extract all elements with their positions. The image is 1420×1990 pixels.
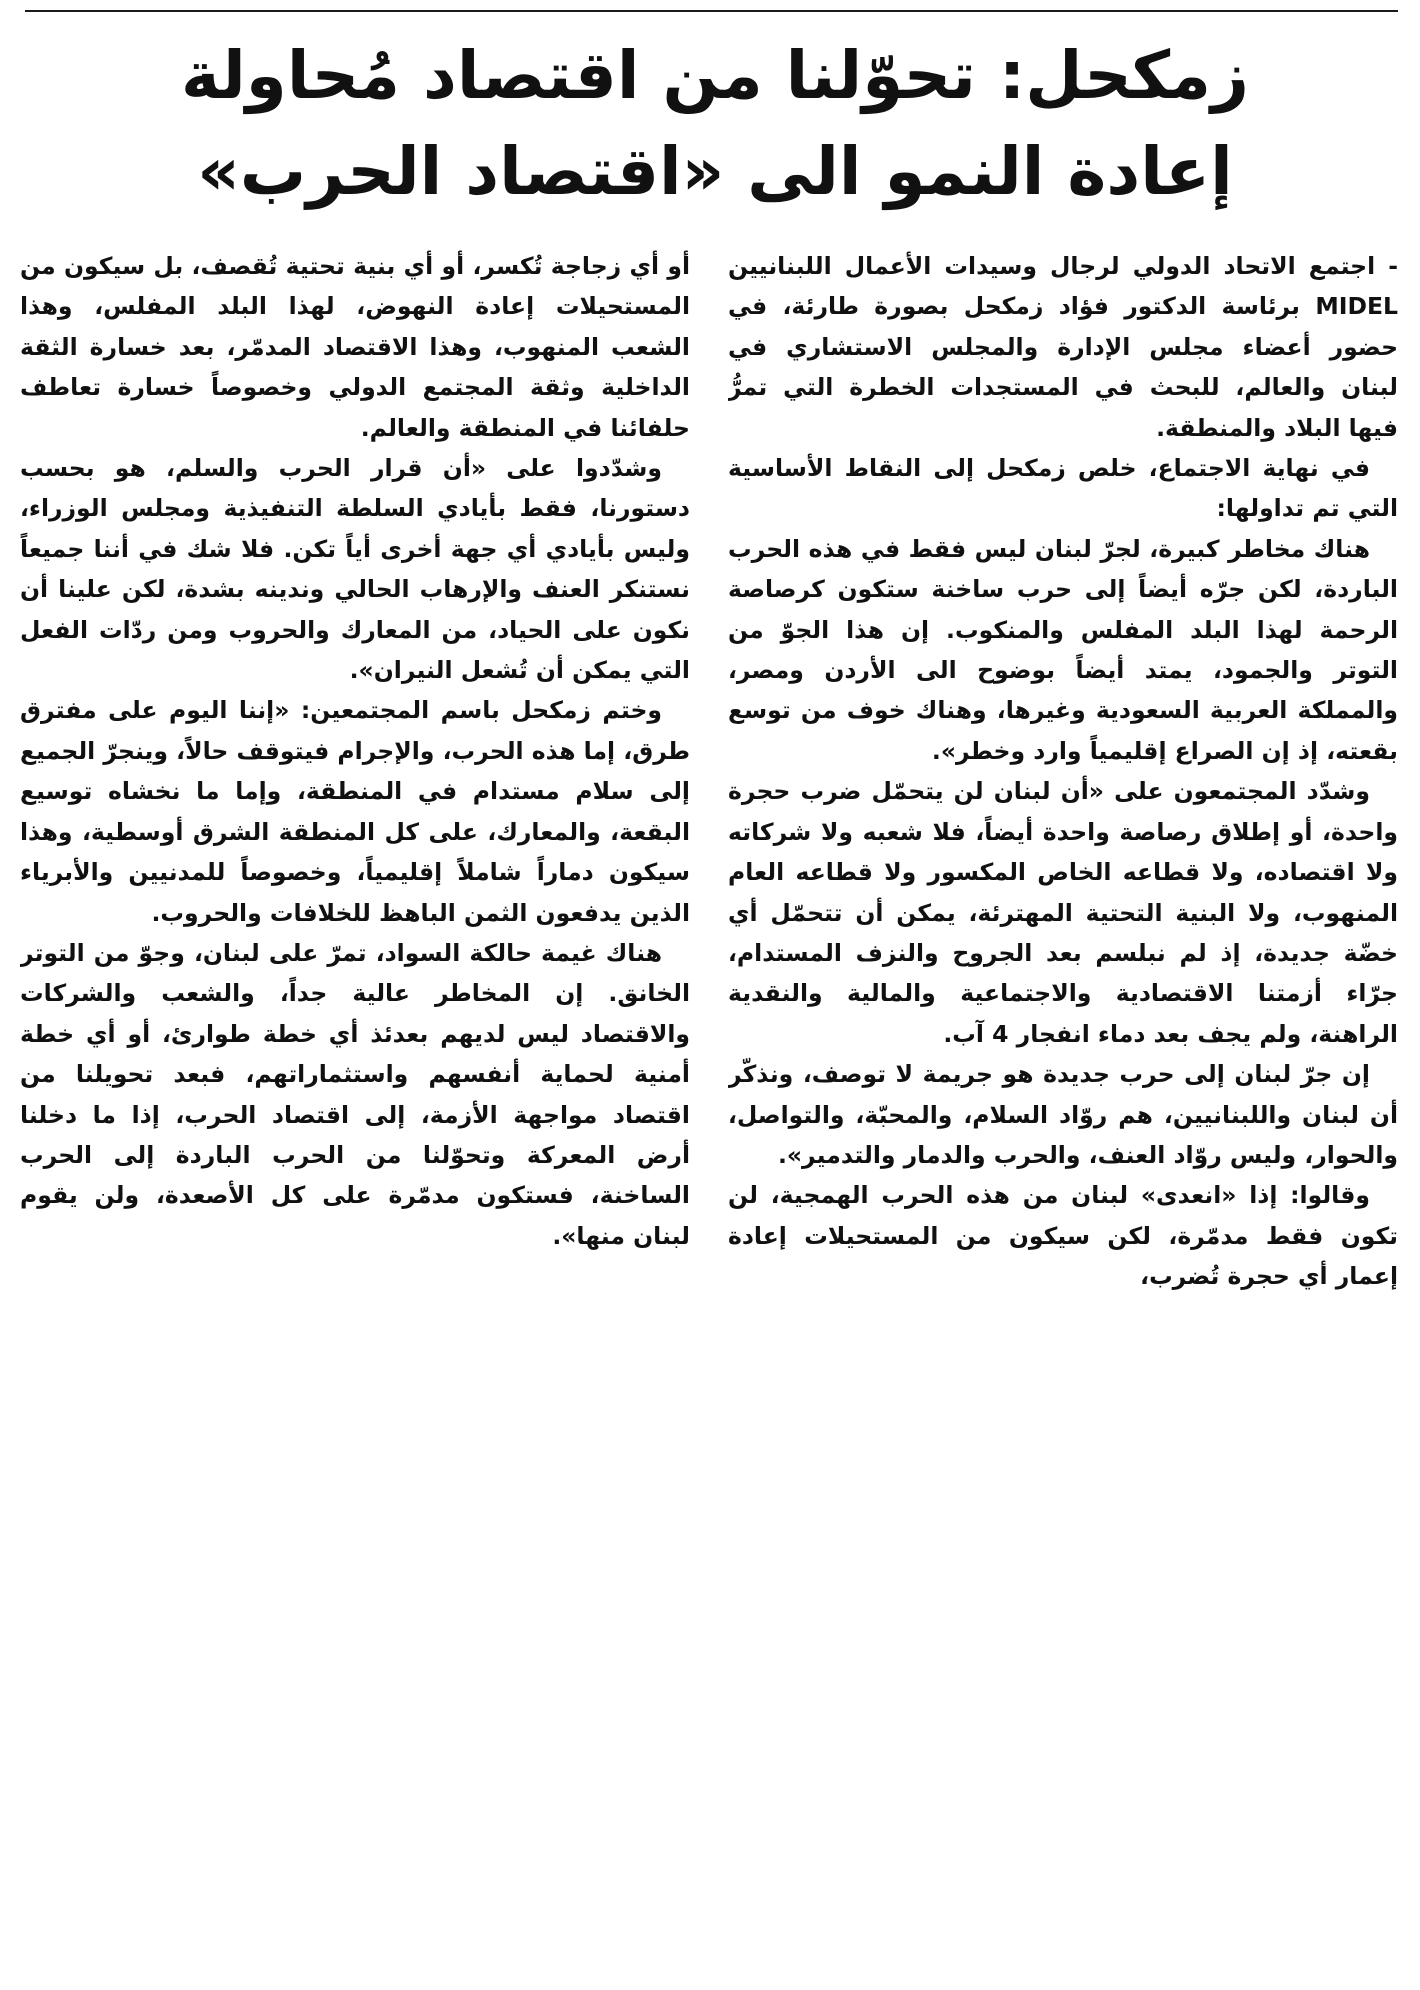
headline-line-2: إعادة النمو الى «اقتصاد الحرب»: [197, 133, 1233, 210]
paragraph: وقالوا: إذا «انعدى» لبنان من هذه الحرب الهمجية، لن تكون فقط مدمّرة، لكن سيكون من المستحيلات إعادة إعمار أي حجرة تُضرب،: [728, 1181, 1398, 1291]
article-column-left: [20, 246, 690, 1950]
headline-line-1: زمكحل: تحوّلنا من اقتصاد مُحاولة: [180, 37, 1250, 114]
paragraph: أو أي زجاجة تُكسر، أو أي بنية تحتية تُقصف، بل سيكون من المستحيلات إعادة النهوض، لهذا البلد المفلس، وهذا الشعب المنهوب، وهذا الاقتصاد المدمّر، بعد خسارة الثقة الداخلية وثقة المجتمع الدولي وخصوصاً خسارة تعاطف حلفائنا في المنطقة والعالم.: [20, 252, 690, 442]
top-divider: [25, 10, 1398, 12]
article-body: [20, 246, 1398, 1950]
paragraph: هناك مخاطر كبيرة، لجرّ لبنان ليس فقط في هذه الحرب الباردة، لكن جرّه أيضاً إلى حرب ساخنة ستكون كرصاصة الرحمة لهذا البلد المفلس والمنكوب. إن هذا الجوّ من التوتر والجمود، يمتد أيضاً بوضوح الى الأردن ومصر، والمملكة العربية السعودية وغيرها، وهناك خوف من توسع بقعته، إذ إن الصراع إقليمياً وارد وخطر».: [728, 534, 1398, 765]
paragraph: وشدّدوا على «أن قرار الحرب والسلم، هو بحسب دستورنا، فقط بأيادي السلطة التنفيذية ومجلس الوزراء، وليس بأيادي أي جهة أخرى أياً تكن. فلا شك في أننا جميعاً نستنكر العنف والإرهاب الحالي وندينه بشدة، لكن علينا أن نكون على الحياد، من المعارك والحروب ومن ردّات الفعل التي يمكن أن تُشعل النيران».: [20, 454, 690, 685]
paragraph: - اجتمع الاتحاد الدولي لرجال وسيدات الأعمال اللبنانيين MIDEL برئاسة الدكتور فؤاد زمكحل بصورة طارئة، في حضور أعضاء مجلس الإدارة والمجلس الاستشاري في لبنان والعالم، للبحث في المستجدات الخطرة التي تمرُّ فيها البلاد والمنطقة.: [728, 252, 1398, 442]
article-column-right: [728, 246, 1398, 1950]
paragraph: إن جرّ لبنان إلى حرب جديدة هو جريمة لا توصف، ونذكّر أن لبنان واللبنانيين، هم روّاد السلام، والمحبّة، والتواصل، والحوار، وليس روّاد العنف، والحرب والدمار والتدمير».: [728, 1060, 1398, 1169]
paragraph: وختم زمكحل باسم المجتمعين: «إننا اليوم على مفترق طرق، إما هذه الحرب، والإجرام فيتوقف حالاً، وينجرّ الجميع إلى سلام مستدام في المنطقة، وإما ما نخشاه توسيع البقعة، والمعارك، على كل المنطقة الشرق أوسطية، وهذا سيكون دماراً شاملاً إقليمياً، وخصوصاً للمدنيين والأبرياء الذين يدفعون الثمن الباهظ للخلافات والحروب.: [20, 696, 690, 927]
paragraph: هناك غيمة حالكة السواد، تمرّ على لبنان، وجوّ من التوتر الخانق. إن المخاطر عالية جداً، والشعب والشركات والاقتصاد ليس لديهم بعدئذ أي خطة طوارئ، أو أي خطة أمنية لحماية أنفسهم واستثماراتهم، فبعد تحويلنا من اقتصاد مواجهة الأزمة، إلى اقتصاد الحرب، إذا ما دخلنا أرض المعركة وتحوّلنا من الحرب الباردة إلى الحرب الساخنة، فستكون مدمّرة على كل الأصعدة، ولن يقوم لبنان منها».: [20, 938, 690, 1250]
paragraph: في نهاية الاجتماع، خلص زمكحل إلى النقاط الأساسية التي تم تداولها:: [728, 454, 1398, 523]
paragraph: وشدّد المجتمعون على «أن لبنان لن يتحمّل ضرب حجرة واحدة، أو إطلاق رصاصة واحدة أيضاً، فلا شعبه ولا شركاته ولا اقتصاده، ولا قطاعه الخاص المكسور ولا قطاعه العام المنهوب، ولا البنية التحتية المهترئة، يمكن أن تتحمّل أي خضّة جديدة، إذ لم نبلسم بعد الجروح والنزف المستدام، جرّاء أزمتنا الاقتصادية والاجتماعية والمالية والنقدية الراهنة، ولم يجف بعد دماء انفجار 4 آب.: [728, 777, 1398, 1048]
article-headline: [60, 28, 1370, 220]
